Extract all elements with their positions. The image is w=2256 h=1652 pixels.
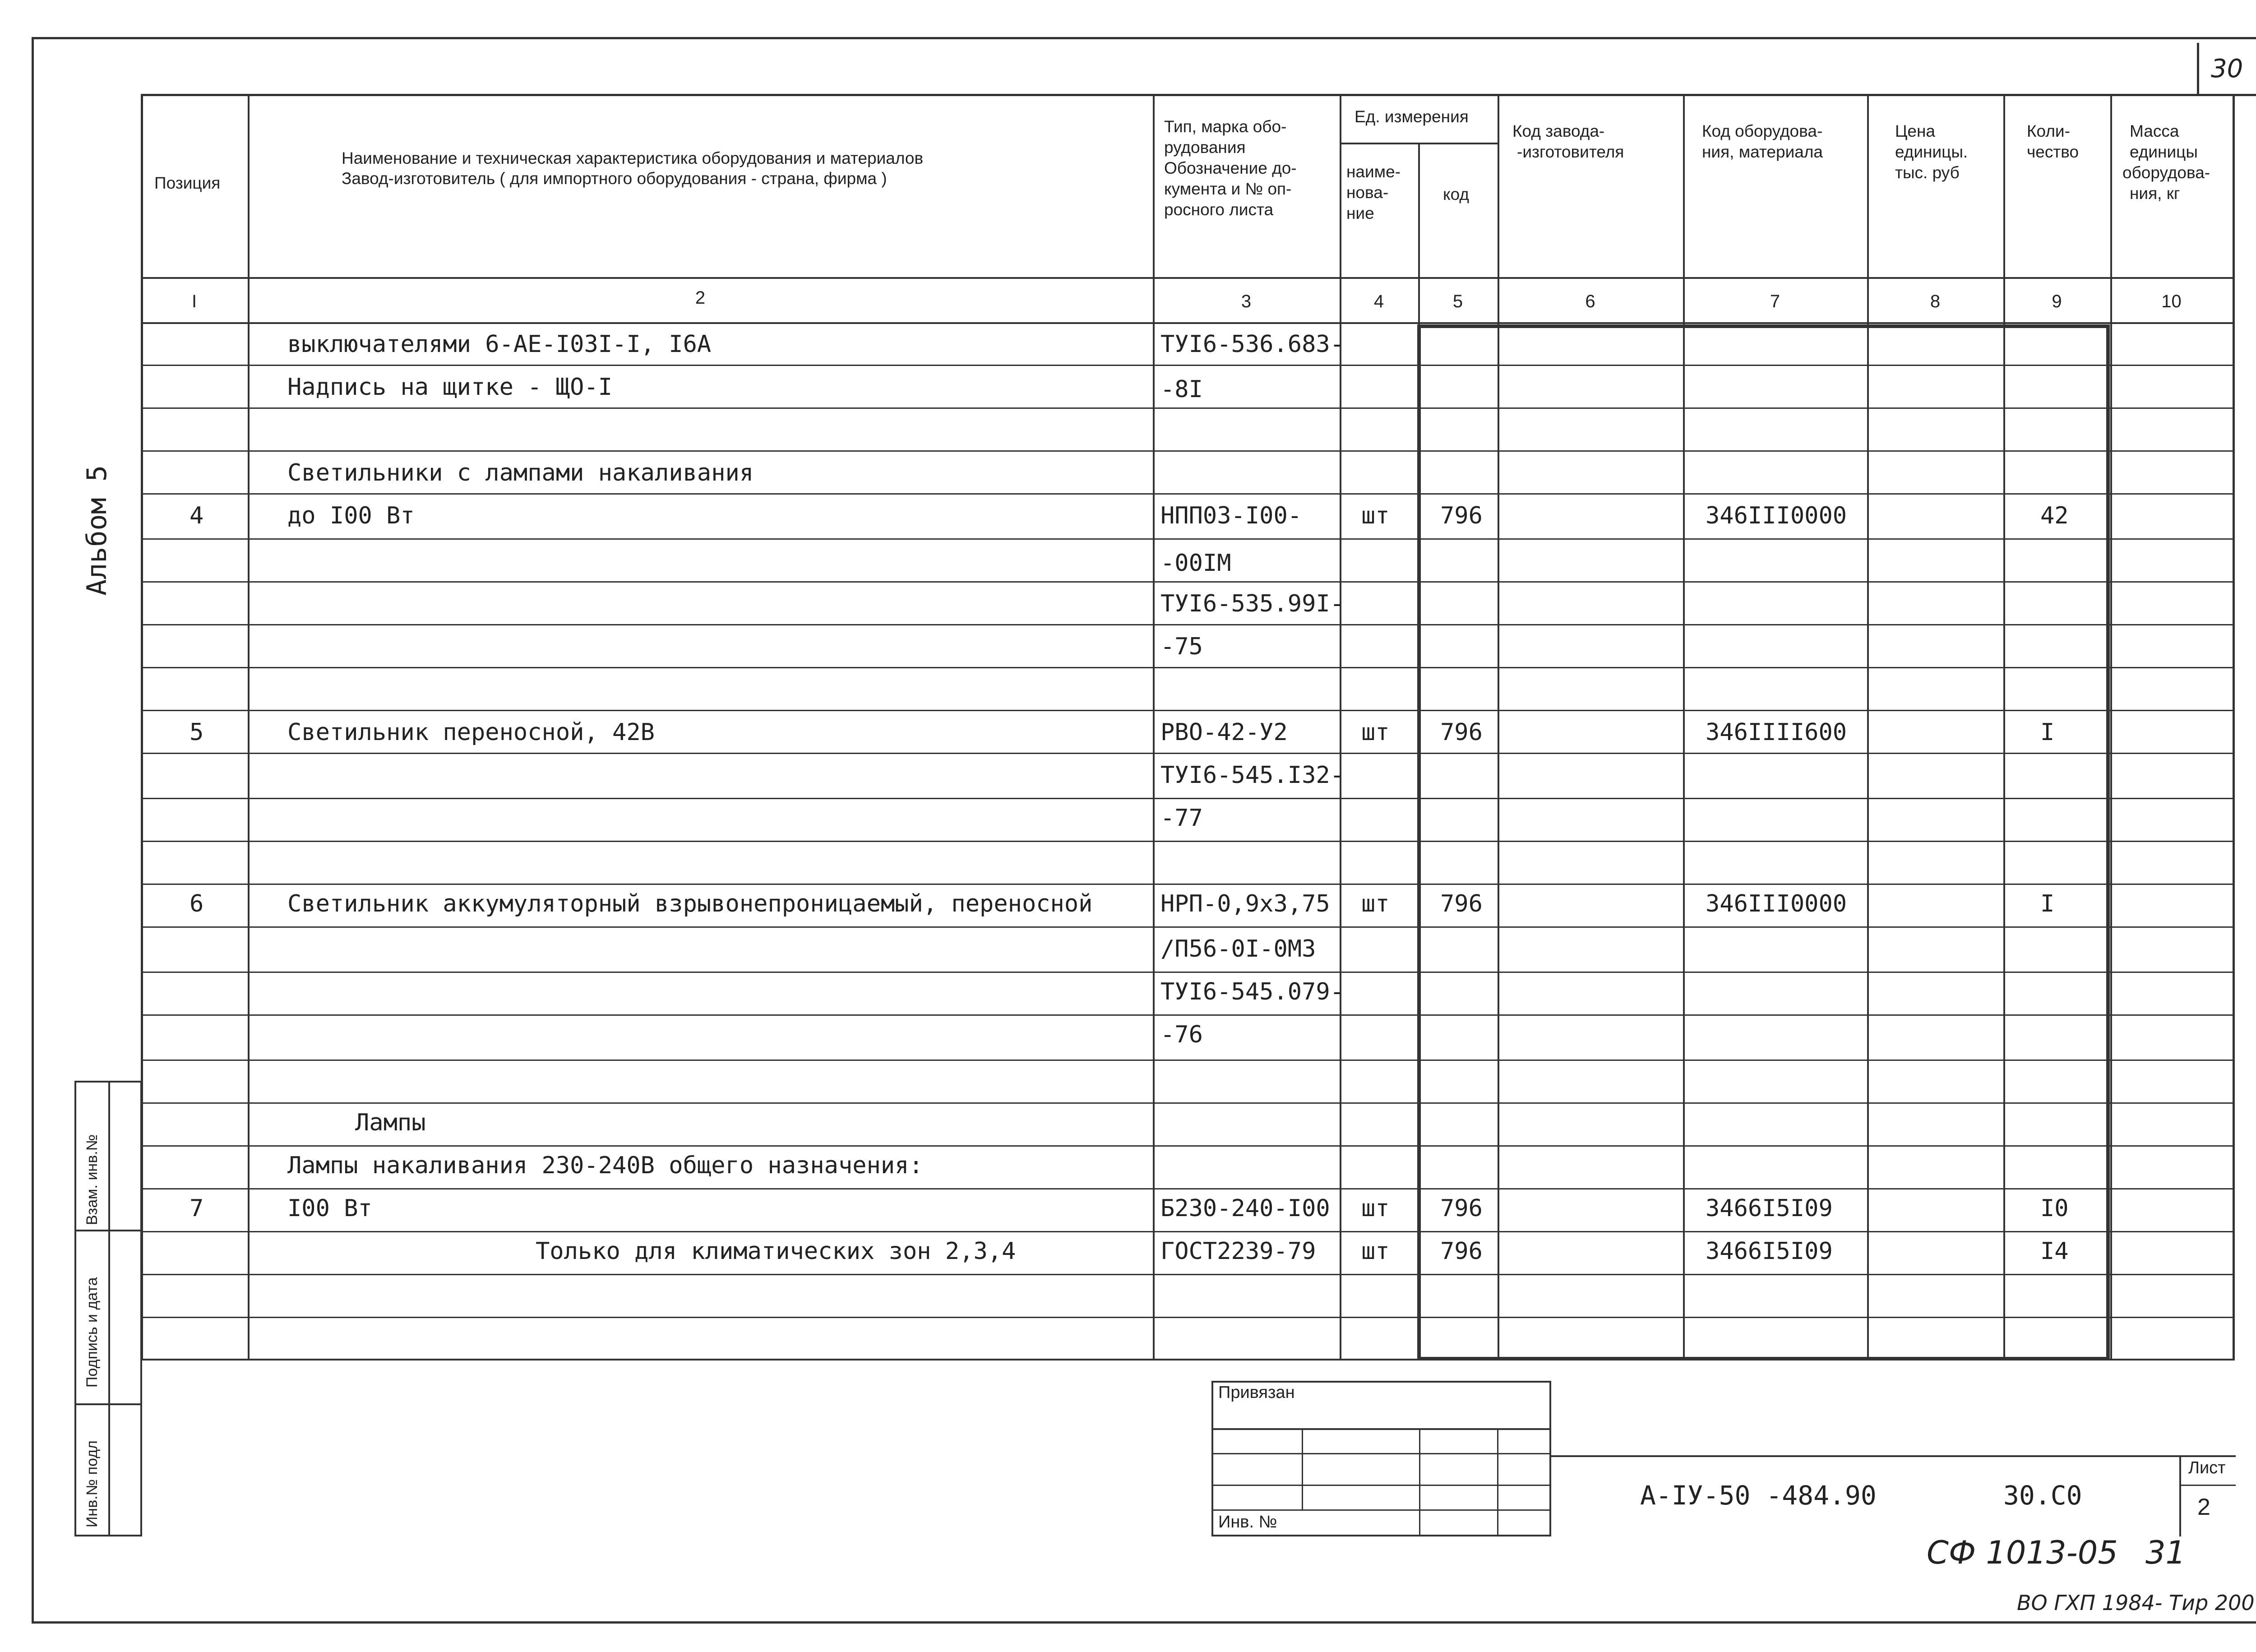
header-mass-l3: оборудова-: [2122, 163, 2210, 182]
row-type: -77: [1160, 805, 1203, 832]
header-mass-l2: единицы: [2130, 143, 2198, 161]
row-quantity: I: [2040, 719, 2055, 746]
row-equip-code: 346III0000: [1706, 890, 1847, 917]
sheet-label: Лист: [2188, 1458, 2226, 1477]
header-unit-name-l1: наиме-: [1346, 162, 1401, 181]
column-number: 6: [1585, 292, 1595, 311]
row-type: НРП-0,9х3,75: [1160, 890, 1330, 917]
row-quantity: I: [2040, 890, 2055, 917]
row-unit: шт: [1361, 1195, 1390, 1222]
header-type-l1: Тип, марка обо-: [1164, 117, 1287, 136]
column-number: 4: [1373, 292, 1384, 311]
column-number: 7: [1770, 292, 1780, 311]
header-type-l2: рудования: [1164, 138, 1246, 157]
row-name: Лампы: [355, 1109, 426, 1136]
row-name: выключателями 6-АЕ-I03I-I, I6А: [287, 331, 712, 358]
row-type: ГОСТ2239-79: [1160, 1238, 1316, 1265]
header-qty-l2: чество: [2027, 143, 2079, 161]
header-position: Позиция: [154, 174, 221, 192]
row-name: Только для климатических зон 2,3,4: [536, 1238, 1016, 1265]
header-unit-code: код: [1443, 185, 1469, 204]
row-type: -75: [1160, 633, 1203, 660]
header-price-l2: единицы.: [1895, 143, 1968, 161]
column-number: 10: [2161, 292, 2182, 311]
row-quantity: I0: [2040, 1195, 2069, 1222]
row-type: /П56-0I-0М3: [1160, 935, 1316, 963]
row-type: -8I: [1160, 376, 1203, 403]
header-plant-code-l2: -изготовителя: [1517, 143, 1624, 161]
row-equip-code: 346IIII600: [1706, 719, 1847, 746]
header-unit-name-l3: ние: [1346, 204, 1374, 222]
row-unit-code: 796: [1440, 1238, 1483, 1265]
row-unit-code: 796: [1440, 719, 1483, 746]
handwritten-note-code: СФ 1013-05: [1927, 1534, 2118, 1571]
header-unit-name-l2: нова-: [1346, 183, 1389, 202]
column-number: 3: [1241, 292, 1252, 311]
row-type: НПП03-I00-: [1160, 502, 1302, 529]
row-equip-code: 3466I5I09: [1706, 1195, 1833, 1222]
row-type: ТУI6-535.99I-: [1160, 590, 1344, 617]
header-type-l3: Обозначение до-: [1164, 159, 1297, 177]
row-name: Светильник аккумуляторный взрывонепроницаемый, переносной: [287, 890, 1093, 917]
row-unit-code: 796: [1440, 502, 1483, 529]
row-unit: шт: [1361, 1238, 1390, 1265]
row-type: ТУI6-536.683-: [1160, 331, 1344, 358]
header-price-l1: Цена: [1895, 122, 1935, 140]
row-name: Лампы накаливания 230-240В общего назначения:: [287, 1152, 923, 1179]
row-unit: шт: [1361, 890, 1390, 917]
header-plant-code-l1: Код завода-: [1512, 122, 1605, 140]
row-unit: шт: [1361, 502, 1390, 529]
row-name: Светильник переносной, 42В: [287, 719, 655, 746]
row-name: Светильники с лампами накаливания: [287, 459, 754, 486]
column-number: 5: [1452, 292, 1463, 311]
handwritten-note-page: 31: [2145, 1534, 2186, 1571]
column-number: I: [191, 292, 197, 311]
row-type: ТУI6-545.079-: [1160, 978, 1344, 1005]
stamp-replacement-inv: Взам. инв.№: [83, 1134, 101, 1225]
row-unit-code: 796: [1440, 890, 1483, 917]
sheet-number: 30: [2211, 54, 2243, 83]
row-name: Надпись на щитке - ЩО-I: [287, 374, 613, 401]
header-name-line1: Наименование и техническая характеристика оборудования и материалов: [342, 149, 924, 167]
header-price-l3: тыс. руб: [1895, 163, 1960, 182]
row-equip-code: 346III0000: [1706, 502, 1847, 529]
inventory-number-label: Инв. №: [1218, 1513, 1277, 1532]
row-type: -76: [1160, 1021, 1203, 1048]
row-position: 4: [190, 502, 204, 529]
header-unit-group: Ед. измерения: [1355, 107, 1469, 126]
sheet-value: 2: [2197, 1494, 2210, 1520]
row-unit-code: 796: [1440, 1195, 1483, 1222]
handwritten-note-print: ВО ГХП 1984- Тир 200: [2017, 1591, 2255, 1615]
row-type: РВО-42-У2: [1160, 719, 1288, 746]
header-mass-l1: Масса: [2130, 122, 2179, 140]
row-name: I00 Вт: [287, 1195, 372, 1222]
stamp-signature-date: Подпись и дата: [83, 1277, 101, 1388]
document-part: 30.С0: [2003, 1480, 2082, 1511]
row-type: ТУI6-545.I32-: [1160, 762, 1344, 789]
document-code: А-IУ-50 -484.90: [1640, 1480, 1877, 1511]
binding-label: Привязан: [1218, 1383, 1295, 1402]
row-name: до I00 Вт: [287, 502, 415, 529]
specification-table: [141, 94, 2234, 1360]
header-equip-code-l2: ния, материала: [1702, 143, 1823, 161]
header-type-l5: росного листа: [1164, 200, 1274, 219]
row-type: Б230-240-I00: [1160, 1195, 1330, 1222]
column-number: 8: [1930, 292, 1941, 311]
stamp-original-inv: Инв.№ подл: [83, 1440, 101, 1527]
row-position: 7: [190, 1195, 204, 1222]
header-qty-l1: Коли-: [2027, 122, 2070, 140]
row-quantity: 42: [2040, 502, 2069, 529]
column-number: 2: [695, 288, 706, 308]
header-equip-code-l1: Код оборудова-: [1702, 122, 1823, 140]
header-type-l4: кумента и № оп-: [1164, 180, 1292, 198]
row-equip-code: 3466I5I09: [1706, 1238, 1833, 1265]
album-label: Альбом 5: [81, 465, 113, 596]
row-type: -00IМ: [1160, 550, 1231, 577]
row-unit: шт: [1361, 719, 1390, 746]
header-mass-l4: ния, кг: [2130, 184, 2180, 203]
header-name-line2: Завод-изготовитель ( для импортного оборудования - страна, фирма ): [342, 169, 887, 188]
row-position: 6: [190, 890, 204, 917]
row-position: 5: [190, 719, 204, 746]
row-quantity: I4: [2040, 1238, 2069, 1265]
column-number: 9: [2052, 292, 2062, 311]
